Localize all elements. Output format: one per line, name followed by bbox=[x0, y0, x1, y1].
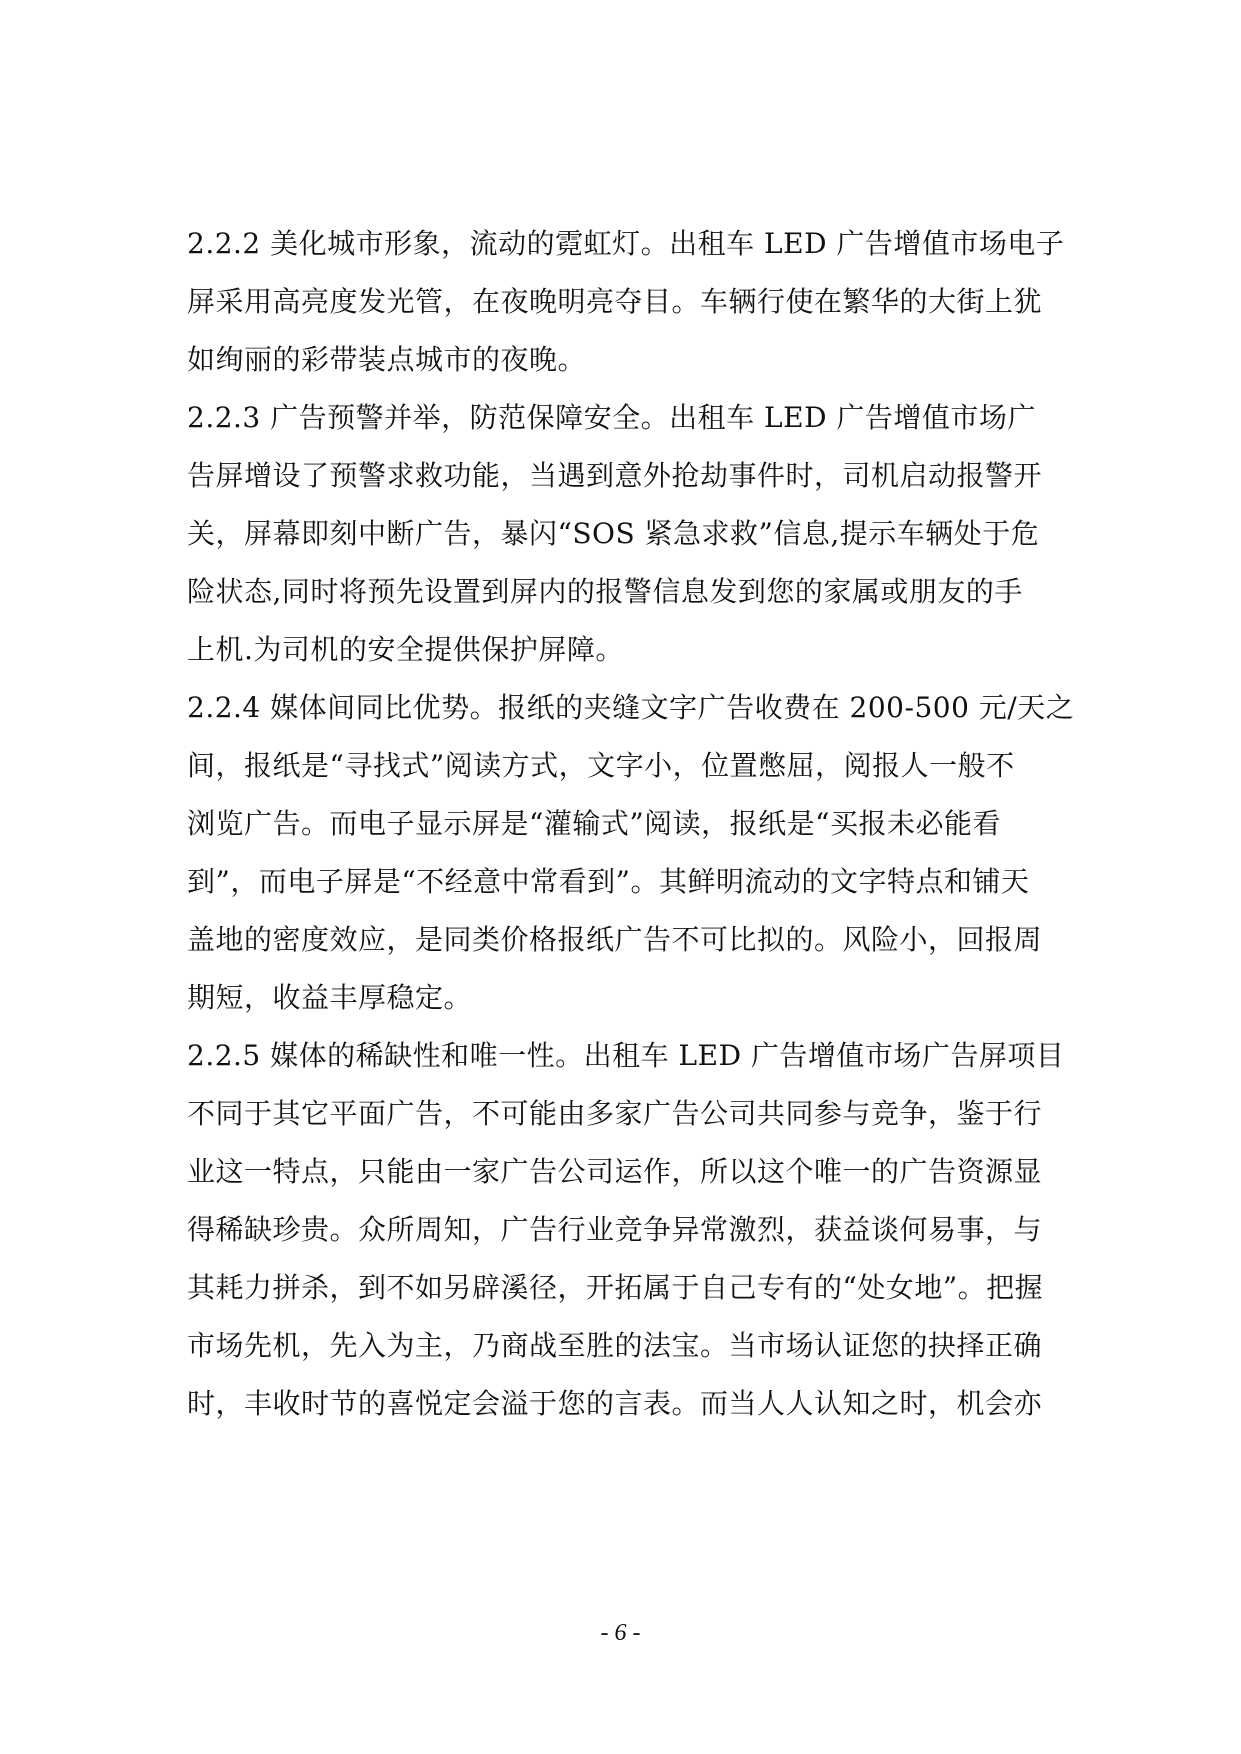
paragraph-2-2-5-line-5: 其耗力拼杀，到不如另辟溪径，开拓属于自己专有的“处女地”。把握 bbox=[187, 1271, 1044, 1304]
paragraph-2-2-3-line-4: 险状态,同时将预先设置到屏内的报警信息发到您的家属或朋友的手 bbox=[187, 575, 1023, 608]
page-number: - 6 - bbox=[600, 1620, 641, 1646]
paragraph-2-2-4-line-4: 到”，而电子屏是“不经意中常看到”。其鲜明流动的文字特点和铺天 bbox=[187, 865, 1030, 898]
paragraph-2-2-4-line-5: 盖地的密度效应，是同类价格报纸广告不可比拟的。风险小，回报周 bbox=[187, 923, 1043, 956]
paragraph-2-2-4-line-2: 间，报纸是“寻找式”阅读方式，文字小，位置憋屈，阅报人一般不 bbox=[187, 749, 1015, 782]
paragraph-2-2-3-line-5: 上机.为司机的安全提供保护屏障。 bbox=[187, 633, 624, 666]
paragraph-2-2-4-line-1: 2.2.4 媒体间同比优势。报纸的夹缝文字广告收费在 200-500 元/天之 bbox=[187, 691, 1075, 724]
paragraph-2-2-2-line-3: 如绚丽的彩带装点城市的夜晚。 bbox=[187, 343, 587, 376]
paragraph-2-2-4-line-6: 期短，收益丰厚稳定。 bbox=[187, 981, 473, 1014]
paragraph-2-2-5-line-6: 市场先机，先入为主，乃商战至胜的法宝。当市场认证您的抉择正确 bbox=[187, 1329, 1043, 1362]
paragraph-2-2-3-line-3: 关，屏幕即刻中断广告，暴闪“SOS 紧急求救”信息,提示车辆处于危 bbox=[187, 517, 1040, 550]
paragraph-2-2-5-line-3: 业这一特点，只能由一家广告公司运作，所以这个唯一的广告资源显 bbox=[187, 1155, 1043, 1188]
paragraph-2-2-3-line-1: 2.2.3 广告预警并举，防范保障安全。出租车 LED 广告增值市场广 bbox=[187, 401, 1036, 434]
paragraph-2-2-2-line-2: 屏采用高亮度发光管，在夜晚明亮夺目。车辆行使在繁华的大街上犹 bbox=[187, 285, 1043, 318]
paragraph-2-2-5-line-7: 时，丰收时节的喜悦定会溢于您的言表。而当人人认知之时，机会亦 bbox=[187, 1387, 1043, 1420]
paragraph-2-2-5-line-1: 2.2.5 媒体的稀缺性和唯一性。出租车 LED 广告增值市场广告屏项目 bbox=[187, 1039, 1065, 1072]
paragraph-2-2-3-line-2: 告屏增设了预警求救功能，当遇到意外抢劫事件时，司机启动报警开 bbox=[187, 459, 1043, 492]
paragraph-2-2-4-line-3: 浏览广告。而电子显示屏是“灌输式”阅读，报纸是“买报未必能看 bbox=[187, 807, 1001, 840]
paragraph-2-2-5-line-4: 得稀缺珍贵。众所周知，广告行业竞争异常激烈，获益谈何易事，与 bbox=[187, 1213, 1043, 1246]
paragraph-2-2-5-line-2: 不同于其它平面广告，不可能由多家广告公司共同参与竞争，鉴于行 bbox=[187, 1097, 1043, 1130]
paragraph-2-2-2-line-1: 2.2.2 美化城市形象，流动的霓虹灯。出租车 LED 广告增值市场电子 bbox=[187, 227, 1065, 260]
